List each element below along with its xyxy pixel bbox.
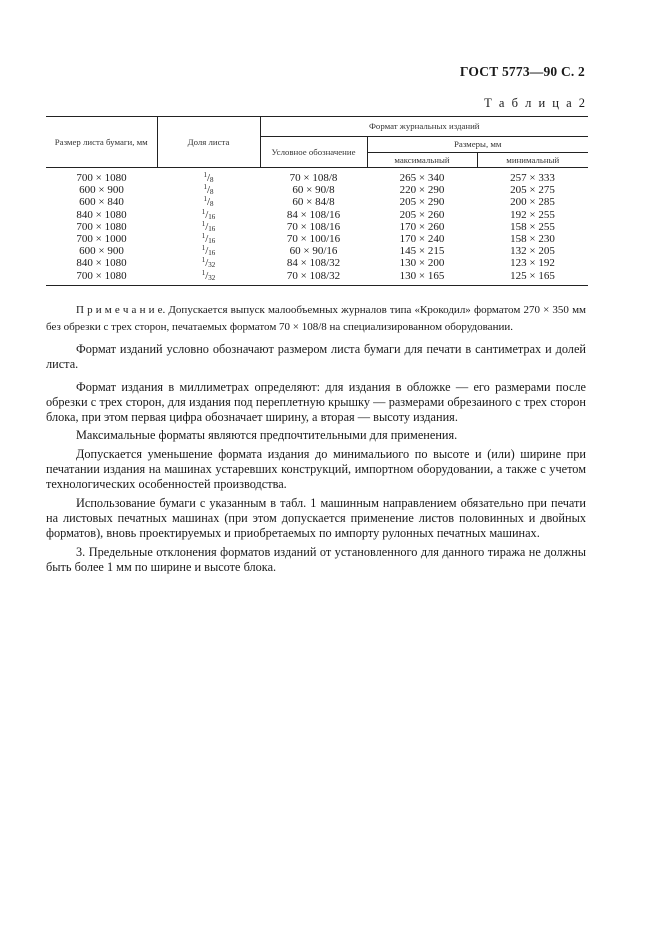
cell-paper: 600 × 840 bbox=[79, 196, 124, 209]
cell-share: $^1$/8 bbox=[203, 171, 214, 185]
paragraph: Формат издания в миллиметрах определяют: для издания в обложке — его размерами после обрезки с трех сторон, для издания под переплетную крышку — размерами обрезаиного с трех сторон блока, при этом первая цифра обозначает ширину, а вторая — высоту издания. bbox=[46, 379, 586, 425]
cell-paper: 700 × 1080 bbox=[76, 172, 127, 184]
cell-min: 205 × 275 bbox=[510, 184, 555, 197]
table-row bbox=[46, 221, 588, 233]
cell-designation: 70 × 108/16 bbox=[286, 220, 341, 233]
paragraph: 3. Предельные отклонения форматов изданий от установленного для данного тиража не должны быть более 1 мм по ширине и высоте блока. bbox=[46, 544, 586, 574]
cell-share: $^1$/16 bbox=[201, 207, 216, 221]
cell-paper: 700 × 1000 bbox=[76, 233, 127, 246]
header-paper-size: Размер листа бумаги, мм bbox=[46, 117, 157, 168]
table-row bbox=[46, 168, 588, 185]
table-note bbox=[46, 302, 586, 336]
table-row bbox=[46, 245, 588, 257]
cell-max: 220 × 290 bbox=[399, 184, 445, 197]
paragraph: Максимальные форматы являются предпочтительными для применения. bbox=[76, 428, 458, 443]
format-table-container bbox=[46, 116, 588, 286]
table-row bbox=[46, 270, 588, 286]
cell-share: $^1$/16 bbox=[201, 244, 216, 258]
body-text bbox=[46, 342, 586, 578]
cell-min: 257 × 333 bbox=[510, 172, 555, 184]
table-row bbox=[46, 196, 588, 208]
paragraph: Допускается уменьшение формата издания до минимальиого по высоте и (или) ширине при печатании издания на машинах устаревших конструкций, импортном оборудовании, а также с учетом технологических особенностей производства. bbox=[46, 446, 586, 492]
cell-max: 170 × 240 bbox=[399, 233, 445, 246]
cell-paper: 600 × 900 bbox=[79, 184, 124, 197]
cell-designation: 60 × 84/8 bbox=[292, 196, 335, 209]
table-row bbox=[46, 233, 588, 245]
note-label: П р и м е ч а н и е. bbox=[76, 304, 166, 316]
cell-min: 200 × 285 bbox=[510, 196, 555, 209]
cell-max: 265 × 340 bbox=[399, 172, 445, 184]
cell-min: 123 × 192 bbox=[510, 257, 555, 270]
cell-max: 145 × 215 bbox=[399, 245, 445, 258]
header-sizes-group: Размеры, мм bbox=[367, 137, 588, 153]
cell-min: 158 × 255 bbox=[510, 220, 555, 233]
cell-max: 130 × 165 bbox=[367, 270, 477, 286]
cell-share: $^1$/8 bbox=[203, 195, 214, 209]
cell-paper: 700 × 1080 bbox=[46, 270, 157, 286]
cell-share: $^1$/16 bbox=[201, 219, 216, 234]
cell-min: 158 × 230 bbox=[510, 233, 555, 246]
table-caption: Т а б л и ц а 2 bbox=[484, 96, 587, 110]
cell-paper: 840 × 1080 bbox=[76, 208, 127, 221]
cell-designation: 60 × 90/16 bbox=[289, 245, 338, 258]
cell-designation: 70 × 100/16 bbox=[286, 233, 341, 246]
table-row bbox=[46, 209, 588, 221]
cell-max: 205 × 290 bbox=[399, 196, 445, 209]
paragraph: Использование бумаги с указанным в табл. 1 машинным направлением обязательно при печати на листовых печатных машинах (при этом допускается применение листов половинных и двойных форматов), вновь проектируемых и приобретаемых по импорту рулонных печатных машинах. bbox=[46, 495, 586, 541]
cell-paper: 600 × 900 bbox=[79, 245, 124, 258]
header-designation: Условное обозначение bbox=[260, 137, 367, 168]
table-row bbox=[46, 257, 588, 269]
cell-share: $^1$/8 bbox=[203, 183, 214, 197]
header-max: максимальный bbox=[367, 153, 477, 168]
header-min: минимальный bbox=[477, 153, 588, 168]
paragraph: Формат изданий условно обозначают размером листа бумаги для печати в сантиметрах и долей листа. bbox=[46, 342, 586, 372]
cell-designation: 84 × 108/32 bbox=[286, 257, 341, 270]
cell-designation: 60 × 90/8 bbox=[292, 184, 335, 197]
cell-max: 205 × 260 bbox=[399, 208, 445, 221]
cell-min: 132 × 205 bbox=[510, 245, 555, 258]
cell-designation: 70 × 108/8 bbox=[289, 172, 338, 184]
cell-paper: 700 × 1080 bbox=[76, 220, 127, 233]
header-format-group: Формат журнальных изданий bbox=[260, 117, 588, 137]
cell-min: 192 × 255 bbox=[510, 208, 555, 221]
header-sheet-share: Доля листа bbox=[157, 117, 260, 168]
cell-share: $^1$/32 bbox=[157, 270, 260, 286]
cell-designation: 84 × 108/16 bbox=[286, 208, 341, 221]
cell-designation: 70 × 108/32 bbox=[260, 270, 367, 286]
cell-min: 125 × 165 bbox=[477, 270, 588, 286]
note-text: Допускается выпуск малообъемных журналов типа «Крокодил» форматом 270 × 350 мм без обрезки с трех сторон, печатаемых форматом 70 × 108/8 на специализированном оборудовании. bbox=[46, 304, 587, 333]
cell-share: $^1$/16 bbox=[201, 232, 216, 246]
table-row bbox=[46, 184, 588, 196]
cell-share: $^1$/32 bbox=[201, 256, 216, 270]
table-body bbox=[46, 168, 588, 286]
document-header: ГОСТ 5773—90 С. 2 bbox=[459, 64, 585, 79]
format-table bbox=[46, 116, 588, 286]
cell-max: 170 × 260 bbox=[399, 220, 445, 233]
cell-paper: 840 × 1080 bbox=[76, 257, 127, 270]
cell-max: 130 × 200 bbox=[399, 257, 445, 270]
